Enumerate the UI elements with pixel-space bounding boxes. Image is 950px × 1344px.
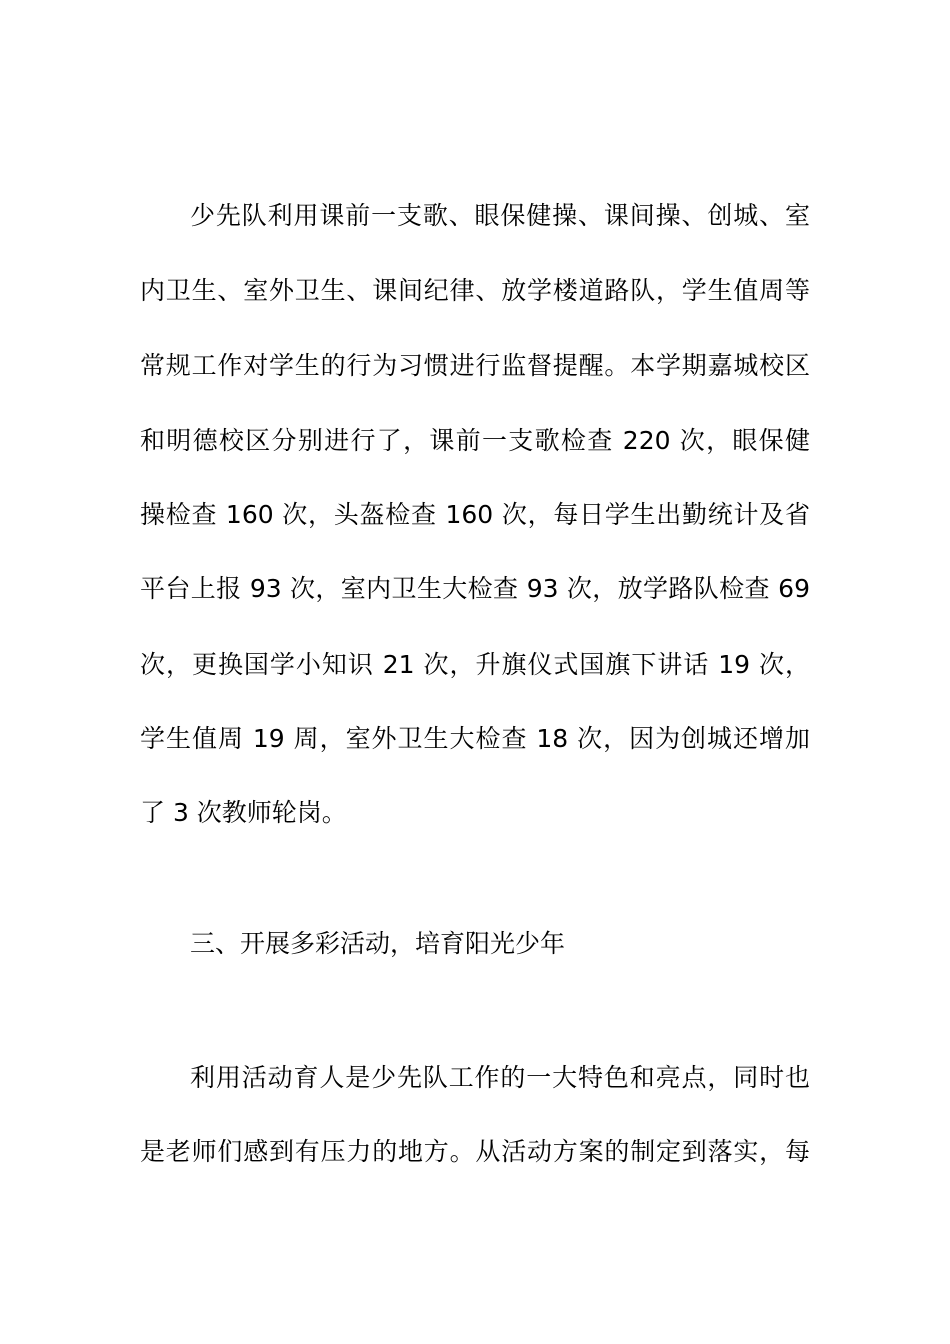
paragraph-line: 常规工作对学生的行为习惯进行监督提醒。本学期嘉城校区: [140, 351, 810, 380]
paragraph-line: 是老师们感到有压力的地方。从活动方案的制定到落实，每: [140, 1137, 810, 1166]
paragraph-line: 利用活动育人是少先队工作的一大特色和亮点，同时也: [190, 1063, 810, 1092]
paragraph-line: 次，更换国学小知识 21 次，升旗仪式国旗下讲话 19 次，: [140, 650, 810, 679]
paragraph-line: 操检查 160 次，头盔检查 160 次，每日学生出勤统计及省: [140, 500, 810, 529]
paragraph-line: 内卫生、室外卫生、课间纪律、放学楼道路队，学生值周等: [140, 276, 810, 305]
paragraph-line: 了 3 次教师轮岗。: [140, 798, 347, 827]
paragraph-line: 学生值周 19 周，室外卫生大检查 18 次，因为创城还增加: [140, 724, 810, 753]
section-heading: 三、开展多彩活动，培育阳光少年: [190, 929, 566, 958]
paragraph-line: 平台上报 93 次，室内卫生大检查 93 次，放学路队检查 69: [140, 574, 810, 603]
paragraph-line: 少先队利用课前一支歌、眼保健操、课间操、创城、室: [190, 201, 810, 230]
paragraph-line: 和明德校区分别进行了，课前一支歌检查 220 次，眼保健: [140, 426, 810, 455]
